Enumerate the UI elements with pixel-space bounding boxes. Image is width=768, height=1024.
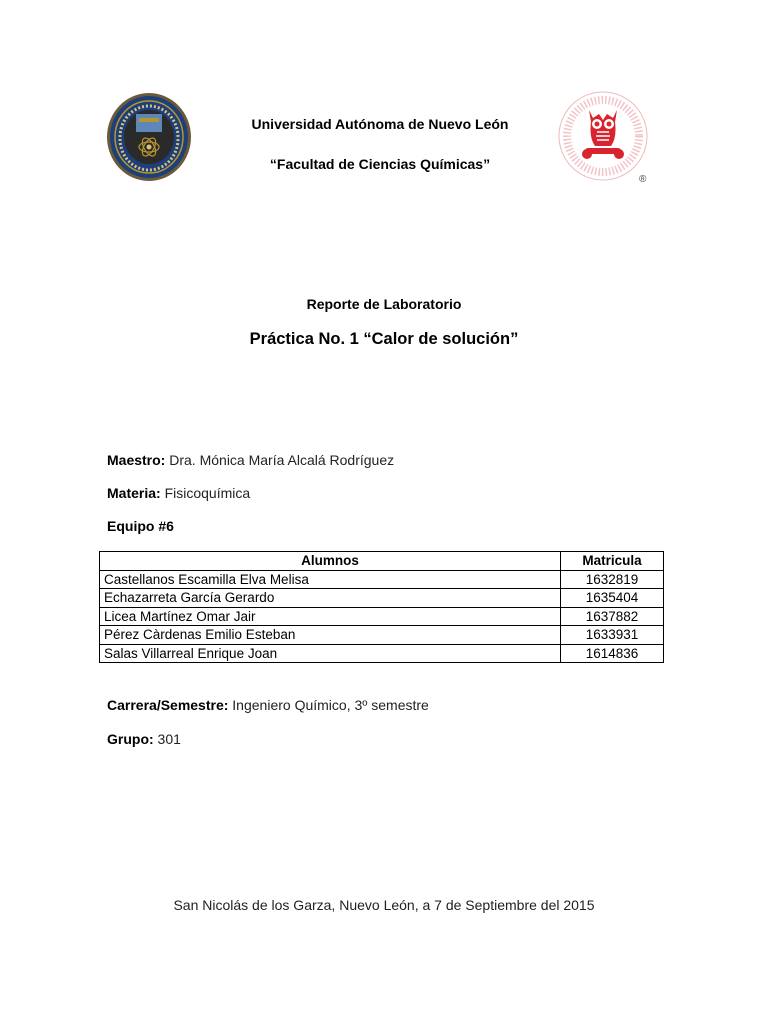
team-line xyxy=(107,518,174,534)
team-label: Equipo #6 xyxy=(107,518,174,534)
students-table xyxy=(99,551,664,663)
student-id: 1637882 xyxy=(561,607,664,626)
student-name: Castellanos Escamilla Elva Melisa xyxy=(100,570,561,589)
table-row xyxy=(100,589,664,608)
header-id: Matricula xyxy=(561,552,664,571)
student-id: 1632819 xyxy=(561,570,664,589)
table-row xyxy=(100,607,664,626)
teacher-line xyxy=(107,452,394,468)
career-value: Ingeniero Químico, 3º semestre xyxy=(228,697,429,713)
student-name: Pérez Càrdenas Emilio Esteban xyxy=(100,626,561,645)
student-id: 1633931 xyxy=(561,626,664,645)
group-label: Grupo: xyxy=(107,731,154,747)
student-name: Salas Villarreal Enrique Joan xyxy=(100,644,561,663)
place-date: San Nicolás de los Garza, Nuevo León, a 7 de Septiembre del 2015 xyxy=(173,897,595,913)
subject-value: Fisicoquímica xyxy=(160,485,251,501)
teacher-value: Dra. Mónica María Alcalá Rodríguez xyxy=(165,452,395,468)
group-value: 301 xyxy=(153,731,181,747)
student-id: 1635404 xyxy=(561,589,664,608)
practice-title: Práctica No. 1 “Calor de solución” xyxy=(249,330,519,348)
teacher-label: Maestro: xyxy=(107,452,166,468)
report-type: Reporte de Laboratorio xyxy=(306,296,462,312)
subject-label: Materia: xyxy=(107,485,161,501)
university-name: Universidad Autónoma de Nuevo León xyxy=(251,116,509,132)
student-name: Licea Martínez Omar Jair xyxy=(100,607,561,626)
registered-mark: ® xyxy=(639,174,647,185)
career-line xyxy=(107,697,429,713)
student-name: Echazarreta García Gerardo xyxy=(100,589,561,608)
faculty-name: “Facultad de Ciencias Químicas” xyxy=(269,156,491,172)
table-row xyxy=(100,644,664,663)
table-row xyxy=(100,626,664,645)
fcq-logo xyxy=(553,88,653,190)
career-label: Carrera/Semestre: xyxy=(107,697,229,713)
student-id: 1614836 xyxy=(561,644,664,663)
table-row xyxy=(100,570,664,589)
table-header-row xyxy=(100,552,664,571)
group-line xyxy=(107,731,181,747)
fcq-owl-seal-icon xyxy=(553,88,653,190)
subject-line xyxy=(107,485,250,501)
header-students: Alumnos xyxy=(100,552,561,571)
